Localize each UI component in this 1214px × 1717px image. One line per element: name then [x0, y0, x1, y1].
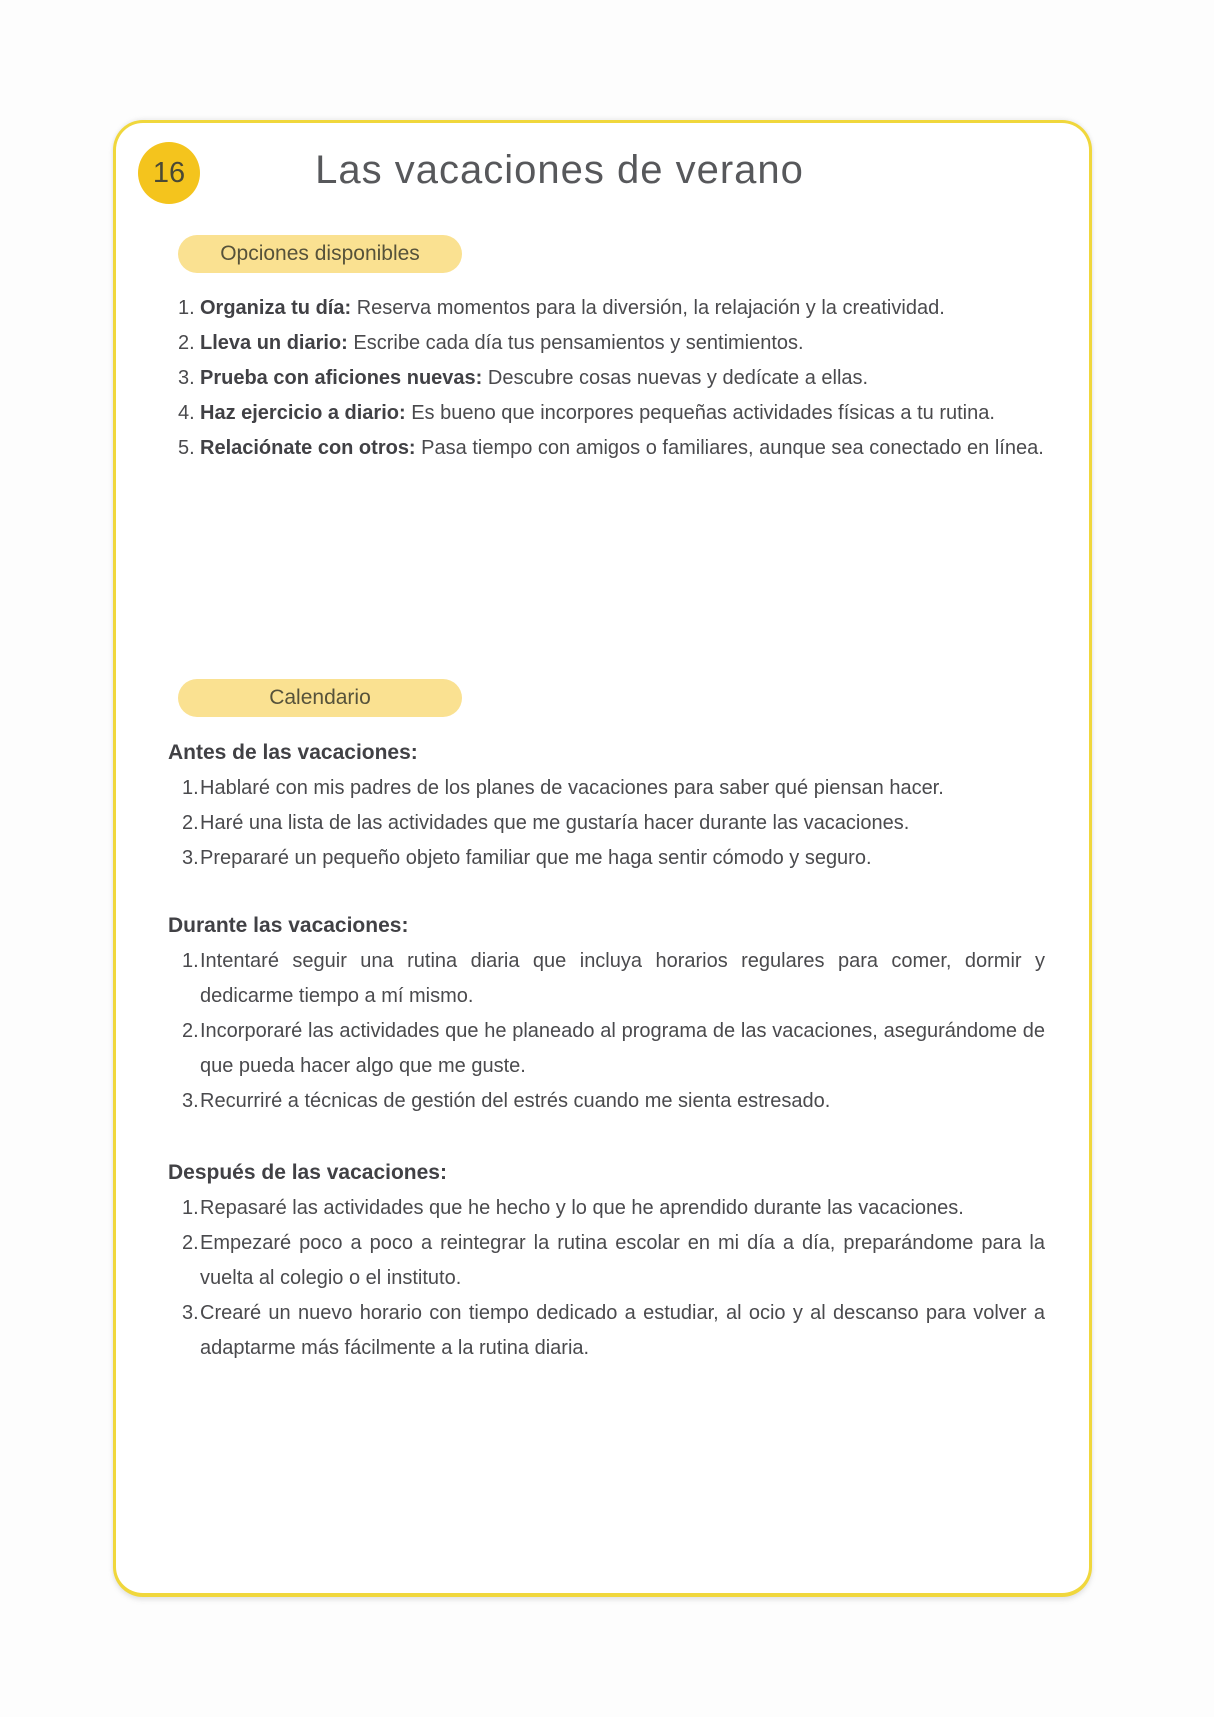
item-lead: Lleva un diario:	[200, 332, 348, 354]
item-lead: Haz ejercicio a diario:	[200, 402, 406, 424]
list-item	[178, 291, 1045, 325]
header	[168, 123, 1045, 198]
section-badge-label: Opciones disponibles	[220, 242, 420, 265]
list-item: Repasaré las actividades que he hecho y lo que he aprendido durante las vacaciones.	[200, 1197, 964, 1219]
options-list	[168, 291, 1045, 465]
subsection-heading-despues: Después de las vacaciones:	[168, 1161, 447, 1184]
list-item: Hablaré con mis padres de los planes de vacaciones para saber qué piensan hacer.	[200, 777, 944, 799]
item-lead: Organiza tu día:	[200, 297, 352, 319]
subsection-heading-antes: Antes de las vacaciones:	[168, 741, 418, 764]
section-badge-calendario	[178, 679, 462, 717]
item-text: Reserva momentos para la diversión, la relajación y la creatividad.	[356, 297, 945, 319]
subsection-heading-durante: Durante las vacaciones:	[168, 914, 409, 937]
worksheet-card	[113, 120, 1092, 1597]
list-item	[178, 326, 1045, 360]
list-item: Crearé un nuevo horario con tiempo dedicado a estudiar, al ocio y al descanso para volver a adaptarme más fácilmente a la rutina diaria.	[200, 1302, 1045, 1359]
item-lead: Prueba con aficiones nuevas:	[200, 367, 483, 389]
item-text: Descubre cosas nuevas y dedícate a ellas.	[487, 367, 869, 389]
list-item	[178, 361, 1045, 395]
item-lead: Relaciónate con otros:	[200, 437, 416, 459]
section-badge-opciones-disponibles	[178, 235, 462, 273]
card-content	[116, 123, 1089, 1593]
list-item: Recurriré a técnicas de gestión del estrés cuando me sienta estresado.	[200, 1090, 831, 1112]
calendar-list-durante	[168, 944, 1045, 1119]
item-text: Escribe cada día tus pensamientos y sentimientos.	[353, 332, 804, 354]
list-item: Prepararé un pequeño objeto familiar que me haga sentir cómodo y seguro.	[200, 847, 872, 869]
list-item: Haré una lista de las actividades que me gustaría hacer durante las vacaciones.	[200, 812, 910, 834]
section-badge-label: Calendario	[269, 686, 371, 709]
list-item: Incorporaré las actividades que he planeado al programa de las vacaciones, asegurándome de que pueda hacer algo que me guste.	[200, 1020, 1045, 1077]
item-text: Es bueno que incorpores pequeñas actividades físicas a tu rutina.	[411, 402, 995, 424]
calendar-list-antes	[168, 771, 1045, 876]
page-title: Las vacaciones de verano	[315, 147, 804, 192]
item-text: Pasa tiempo con amigos o familiares, aunque sea conectado en línea.	[421, 437, 1044, 459]
list-item	[178, 431, 1045, 465]
calendar-list-despues	[168, 1191, 1045, 1366]
page-number: 16	[152, 156, 186, 189]
list-item: Intentaré seguir una rutina diaria que incluya horarios regulares para comer, dormir y dedicarme tiempo a mí mismo.	[200, 950, 1045, 1007]
list-item: Empezaré poco a poco a reintegrar la rutina escolar en mi día a día, preparándome para la vuelta al colegio o el instituto.	[200, 1232, 1045, 1289]
list-item	[178, 396, 1045, 430]
